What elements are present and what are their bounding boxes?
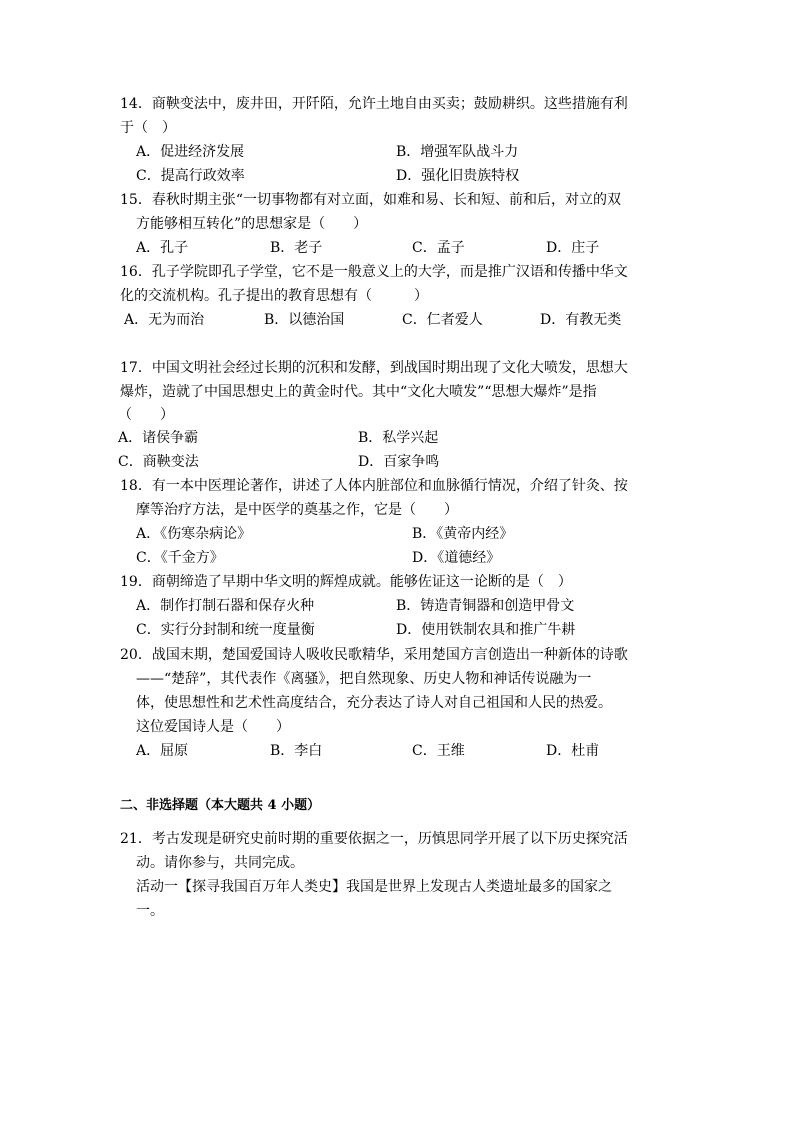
q15-option-b: B．老子	[270, 240, 323, 256]
q14-stem-line2: 于（ ）	[120, 120, 176, 136]
q15-option-a: A．孔子	[136, 240, 189, 256]
q20-stem-line3: 体，使思想性和艺术性高度结合，充分表达了诗人对自己祖国和人民的热爱。	[136, 695, 612, 711]
q15-stem-line1: 15．春秋时期主张“一切事物都有对立面，如难和易、长和短、前和后，对立的双	[120, 192, 621, 208]
q17-stem-line1: 17．中国文明社会经过长期的沉积和发酵，到战国时期出现了文化大喷发，思想大	[120, 360, 628, 376]
q14-stem-line1: 14．商鞅变法中，废井田，开阡陌，允许土地自由买卖；鼓励耕织。这些措施有利	[120, 96, 628, 112]
q20-option-d: D．杜甫	[546, 743, 600, 759]
q14-option-b: B．增强军队战斗力	[396, 144, 519, 160]
q17-stem-line2: 爆炸，造就了中国思想史上的黄金时代。其中“文化大喷发”“思想大爆炸”是指	[120, 384, 597, 400]
q20-option-a: A．屈原	[136, 743, 189, 759]
q18-stem-line2: 摩等治疗方法，是中医学的奠基之作，它是（ ）	[136, 502, 458, 518]
q14-option-c: C．提高行政效率	[136, 168, 245, 184]
q21-activity-line1: 活动一【探寻我国百万年人类史】我国是世界上发现古人类遗址最多的国家之	[136, 879, 612, 895]
q20-option-c: C．王维	[412, 743, 465, 759]
q18-stem-line1: 18．有一本中医理论著作，讲述了人体内脏部位和血脉循行情况，介绍了针灸、按	[120, 478, 628, 494]
q21-stem-line1: 21．考古发现是研究史前时期的重要依据之一，历慎思同学开展了以下历史探究活	[120, 831, 628, 847]
q17-option-a: A．诸侯争霸	[118, 430, 199, 446]
q20-stem-line4: 这位爱国诗人是（ ）	[136, 719, 290, 735]
q18-option-d: D．《道德经》	[412, 550, 501, 566]
q16-option-a: A．无为而治	[124, 312, 205, 328]
q14-option-a: A．促进经济发展	[136, 144, 245, 160]
q18-option-c: C．《千金方》	[136, 550, 224, 566]
q20-option-b: B．李白	[270, 743, 323, 759]
q19-stem-line1: 19．商朝缔造了早期中华文明的辉煌成就。能够佐证这一论断的是（ ）	[120, 574, 572, 590]
q20-stem-line1: 20．战国末期，楚国爱国诗人吸收民歌精华，采用楚国方言创造出一种新体的诗歌	[120, 647, 628, 663]
q20-stem-line2: ——“楚辞”，其代表作《离骚》，把自然现象、历史人物和神话传说融为一	[136, 671, 592, 687]
section2-heading: 二、非选择题（本大题共 4 小题）	[120, 798, 321, 813]
q15-option-d: D．庄子	[546, 240, 600, 256]
q17-option-c: C．商鞅变法	[118, 454, 199, 470]
q16-stem-line2: 化的交流机构。孔子提出的教育思想有（ ）	[120, 288, 428, 304]
q16-stem-line1: 16．孔子学院即孔子学堂，它不是一般意义上的大学，而是推广汉语和传播中华文	[120, 264, 628, 280]
q15-option-c: C．孟子	[412, 240, 465, 256]
q21-activity-line2: 一。	[136, 903, 164, 919]
q21-stem-line2: 动。请你参与，共同完成。	[136, 855, 304, 871]
q15-stem-line2: 方能够相互转化”的思想家是（ ）	[136, 216, 368, 232]
q19-option-c: C．实行分封制和统一度量衡	[136, 622, 315, 638]
q17-option-b: B．私学兴起	[358, 430, 439, 446]
q14-option-d: D．强化旧贵族特权	[396, 168, 520, 184]
q16-option-b: B．以德治国	[264, 312, 345, 328]
q16-option-c: C．仁者爱人	[402, 312, 483, 328]
q18-option-b: B．《黄帝内经》	[412, 526, 514, 542]
q17-stem-line3: （ ）	[118, 407, 174, 423]
q17-option-d: D．百家争鸣	[358, 454, 440, 470]
q19-option-d: D．使用铁制农具和推广牛耕	[396, 622, 576, 638]
q16-option-d: D．有教无类	[540, 312, 622, 328]
q19-option-a: A．制作打制石器和保存火种	[136, 598, 315, 614]
q19-option-b: B．铸造青铜器和创造甲骨文	[396, 598, 575, 614]
q18-option-a: A．《伤寒杂病论》	[136, 526, 252, 542]
